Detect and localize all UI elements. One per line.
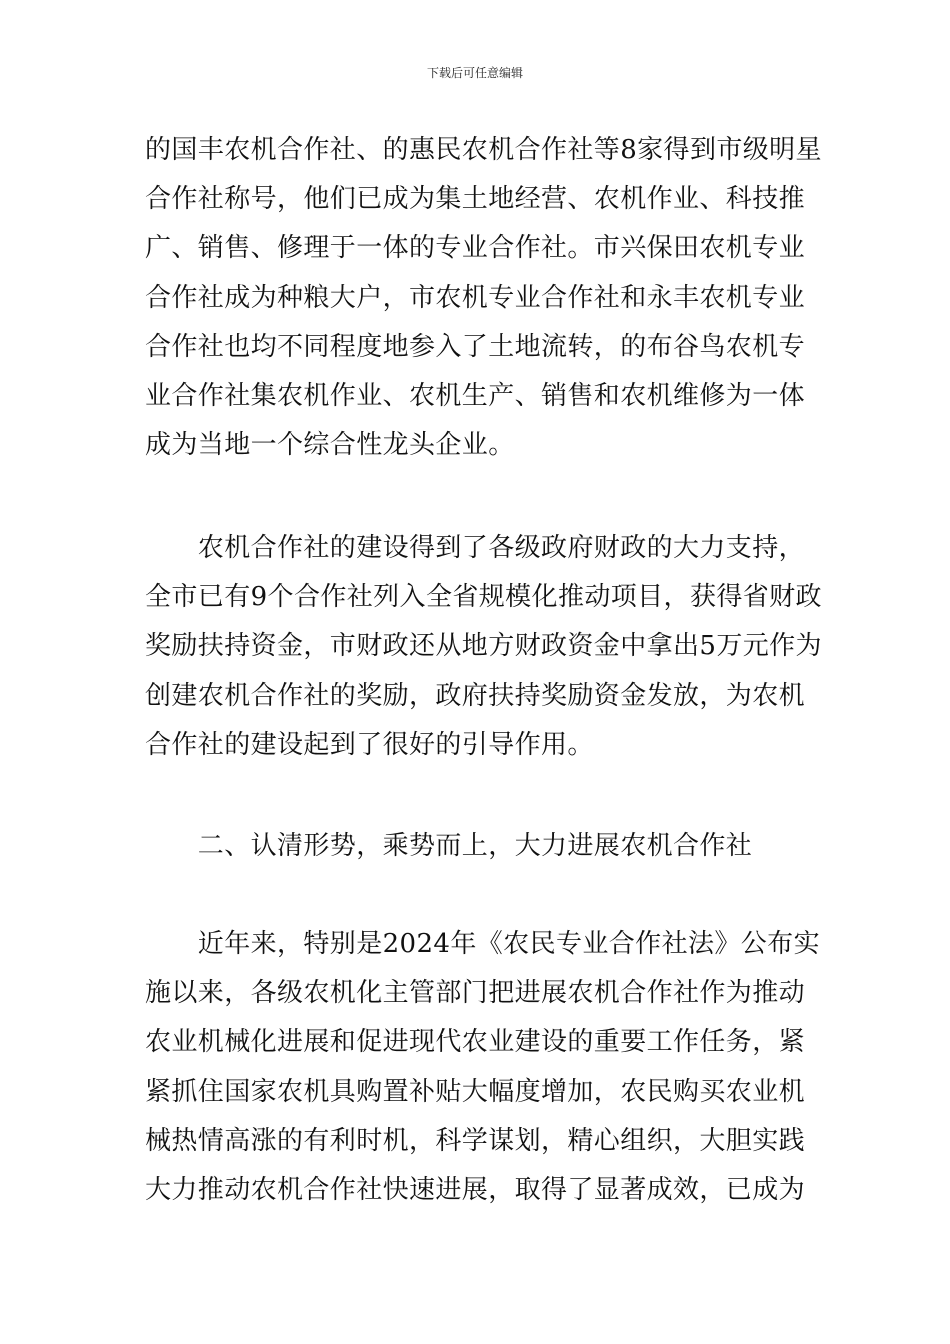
text-line: 施以来，各级农机化主管部门把进展农机合作社作为推动 [145, 978, 806, 1009]
text-line: 全市已有9个合作社列入全省规模化推动项目，获得省财政 [145, 582, 822, 613]
text-line: 成为当地一个综合性龙头企业。 [145, 430, 515, 461]
text-line: 农机合作社的建设得到了各级政府财政的大力支持， [145, 533, 806, 563]
text-line: 紧抓住国家农机具购置补贴大幅度增加，农民购买农业机 [145, 1076, 806, 1107]
heading-line: 二、认清形势，乘势而上，大力进展农机合作社 [145, 831, 753, 861]
text-line: 奖励扶持资金，市财政还从地方财政资金中拿出5万元作为 [145, 631, 822, 662]
text-line: 业合作社集农机作业、农机生产、销售和农机维修为一体 [145, 380, 806, 411]
text-line: 创建农机合作社的奖励，政府扶持奖励资金发放，为农机 [145, 680, 806, 711]
text-line: 合作社也均不同程度地参入了土地流转，的布谷鸟农机专 [145, 331, 806, 362]
text-line: 械热情高涨的有利时机，科学谋划，精心组织，大胆实践 [145, 1125, 806, 1156]
paragraph-2 [145, 524, 822, 770]
page-header: 下载后可任意编辑 [426, 66, 523, 80]
section-heading [145, 822, 810, 871]
text-line: 合作社的建设起到了很好的引导作用。 [145, 729, 594, 760]
paragraph-1 [145, 126, 822, 470]
text-line: 近年来，特别是2024年《农民专业合作社法》公布实 [145, 929, 820, 959]
text-line: 农业机械化进展和促进现代农业建设的重要工作任务，紧 [145, 1027, 806, 1058]
text-line: 合作社称号，他们已成为集土地经营、农机作业、科技推 [145, 184, 806, 215]
text-line: 合作社成为种粮大户，市农机专业合作社和永丰农机专业 [145, 282, 806, 313]
text-line: 的国丰农机合作社、的惠民农机合作社等8家得到市级明星 [145, 135, 822, 165]
text-line: 广、销售、修理于一体的专业合作社。市兴保田农机专业 [145, 233, 806, 264]
paragraph-3 [145, 920, 820, 1215]
text-line: 大力推动农机合作社快速进展，取得了显著成效，已成为 [145, 1174, 806, 1205]
